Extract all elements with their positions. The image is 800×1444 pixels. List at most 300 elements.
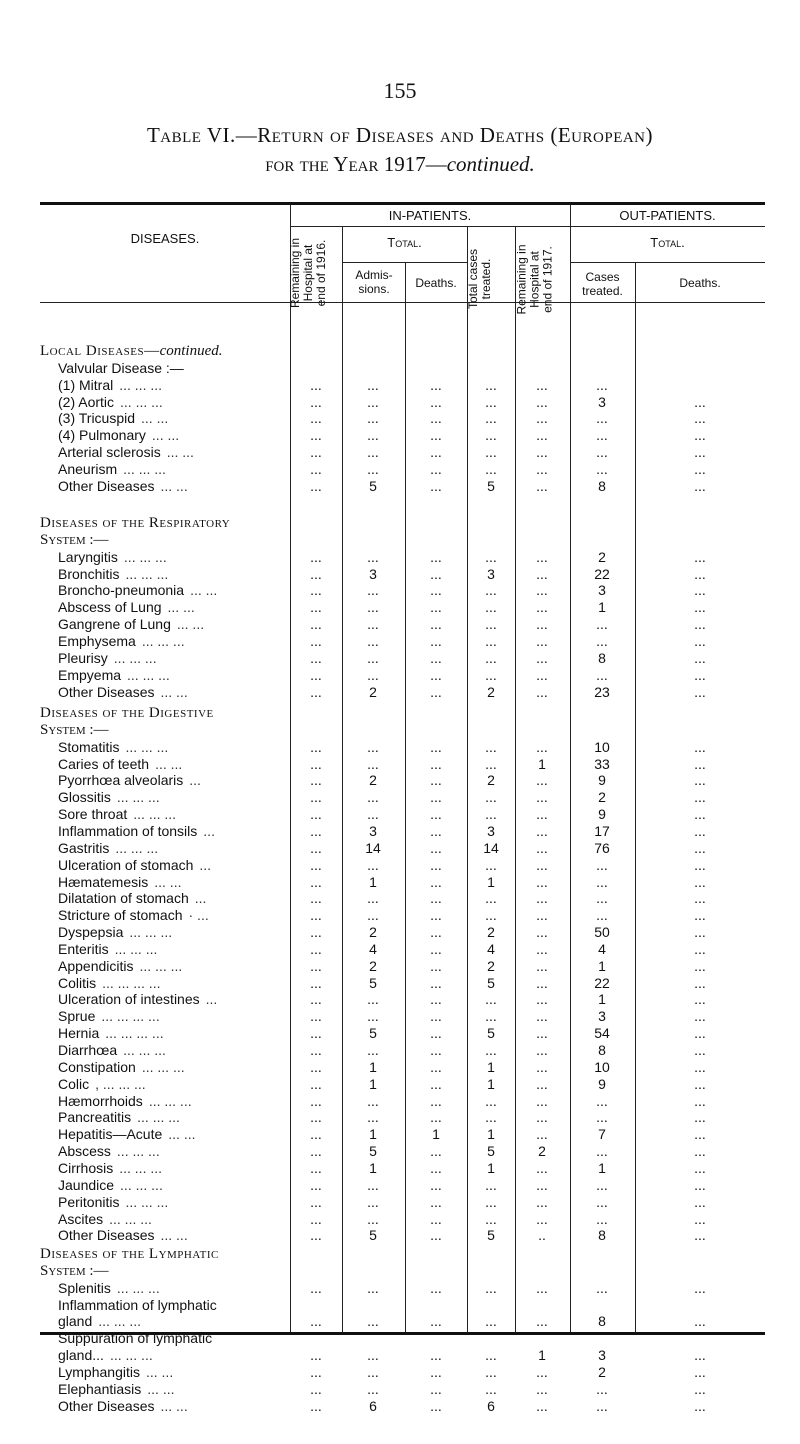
cell-value: ... bbox=[430, 427, 442, 444]
cell-value: ... bbox=[367, 890, 379, 907]
cell-value: 4 bbox=[487, 940, 495, 957]
cell-value: ... bbox=[536, 957, 548, 974]
disease-name: Constipation bbox=[58, 1058, 136, 1075]
cell-value: ... bbox=[694, 1227, 706, 1244]
disease-name: Laryngitis bbox=[58, 548, 118, 565]
table-row bbox=[0, 1042, 800, 1059]
cell-value: ... bbox=[694, 1042, 706, 1058]
cell-value: ... bbox=[367, 1008, 379, 1025]
disease-name: Dyspepsia bbox=[58, 924, 124, 941]
cell-value: ... bbox=[536, 565, 548, 582]
disease-label bbox=[58, 890, 206, 907]
cell-value: 22 bbox=[594, 974, 610, 991]
cell-value: ... bbox=[430, 940, 442, 957]
disease-label bbox=[58, 1008, 160, 1025]
disease-label bbox=[58, 684, 188, 701]
cell-value: ... bbox=[596, 1380, 608, 1397]
cell-value: ... bbox=[367, 738, 379, 755]
disease-label bbox=[58, 958, 182, 975]
cell-value: 2 bbox=[598, 1363, 606, 1380]
cell-value: ... bbox=[430, 460, 442, 477]
cell-value: 5 bbox=[369, 477, 377, 494]
disease-name: Cirrhosis bbox=[58, 1159, 114, 1176]
cell-value: ... bbox=[310, 890, 322, 907]
table-row bbox=[0, 1211, 800, 1228]
disease-label bbox=[58, 823, 215, 840]
leader-dots: ... bbox=[199, 856, 212, 873]
disease-label bbox=[58, 941, 157, 958]
cell-value: ... bbox=[536, 1126, 548, 1143]
cell-value: ... bbox=[430, 683, 442, 700]
cell-value: ... bbox=[367, 1279, 379, 1296]
table-row bbox=[0, 975, 800, 992]
leader-dots: ... ... bbox=[190, 582, 218, 599]
section-title-text: Diseases of the Lymphatic bbox=[40, 1246, 219, 1262]
cell-value: ... bbox=[536, 1363, 548, 1380]
cell-value: 1 bbox=[487, 1075, 495, 1092]
section-title bbox=[40, 515, 230, 532]
cell-value: 1 bbox=[487, 873, 495, 890]
table-row bbox=[0, 1227, 800, 1244]
disease-name: Other Diseases bbox=[58, 1227, 155, 1244]
table-row bbox=[0, 1398, 800, 1415]
subtitle-continued: continued. bbox=[446, 152, 535, 176]
cell-value: ... bbox=[367, 649, 379, 666]
cell-value: ... bbox=[310, 1279, 322, 1296]
cell-value: ... bbox=[430, 1397, 442, 1414]
cell-value: ... bbox=[596, 1092, 608, 1109]
cell-value: ... bbox=[536, 616, 548, 633]
table-row bbox=[0, 806, 800, 823]
cell-value: 9 bbox=[598, 1075, 606, 1092]
cell-value: ... bbox=[536, 789, 548, 806]
cell-value: ... bbox=[430, 548, 442, 565]
cell-value: ... bbox=[310, 772, 322, 789]
cell-value: ... bbox=[485, 599, 497, 616]
disease-name: Elephantiasis bbox=[58, 1380, 142, 1397]
cell-value: ... bbox=[694, 822, 706, 839]
table-row bbox=[0, 377, 800, 394]
disease-label bbox=[58, 410, 168, 427]
cell-value: ... bbox=[367, 991, 379, 1008]
cell-value: ... bbox=[485, 1008, 497, 1025]
cell-value: 5 bbox=[487, 1143, 495, 1160]
cell-value: ... bbox=[694, 772, 706, 789]
cell-value: 1 bbox=[369, 873, 377, 890]
disease-label bbox=[58, 461, 166, 478]
disease-label bbox=[58, 1194, 168, 1211]
leader-dots: ... ... bbox=[154, 873, 182, 890]
table-row bbox=[0, 1008, 800, 1025]
cell-value: ... bbox=[485, 376, 497, 393]
cell-value: ... bbox=[367, 666, 379, 683]
disease-name: Splenitis bbox=[58, 1279, 111, 1296]
cell-value: ... bbox=[367, 444, 379, 461]
cell-value: ... bbox=[536, 873, 548, 890]
cell-value: ... bbox=[694, 924, 706, 941]
section-title-line2: System :— bbox=[40, 531, 109, 548]
cell-value: ... bbox=[367, 1109, 379, 1126]
cell-value: ... bbox=[430, 1025, 442, 1042]
cell-value: ... bbox=[536, 444, 548, 461]
cell-value: ... bbox=[430, 1210, 442, 1227]
table-row bbox=[0, 1381, 800, 1398]
disease-label bbox=[58, 1398, 188, 1415]
cell-value: ... bbox=[430, 410, 442, 427]
disease-name: Enteritis bbox=[58, 940, 109, 957]
cell-value: ... bbox=[310, 1092, 322, 1109]
disease-name: Valvular Disease :— bbox=[58, 359, 184, 376]
total-cases-treated-header: Total cases treated. bbox=[466, 248, 493, 310]
table-row bbox=[0, 599, 800, 616]
section-title-text: Local Diseases— bbox=[40, 343, 160, 359]
cell-value: ... bbox=[367, 582, 379, 599]
table-row bbox=[0, 1093, 800, 1110]
table-row bbox=[0, 1143, 800, 1160]
disease-label bbox=[58, 1126, 196, 1143]
cell-value: ... bbox=[536, 974, 548, 991]
disease-label bbox=[58, 1297, 217, 1314]
disease-name: Arterial sclerosis bbox=[58, 444, 161, 461]
leader-dots: ... ... ... bbox=[123, 548, 167, 565]
out-deaths-header: Deaths. bbox=[679, 276, 721, 290]
out-total-header: Total. bbox=[650, 235, 685, 250]
cell-value: ... bbox=[430, 873, 442, 890]
disease-name: Sprue bbox=[58, 1008, 96, 1025]
cell-value: ... bbox=[310, 427, 322, 444]
header-bottom-rule bbox=[40, 302, 765, 303]
disease-label bbox=[58, 1042, 166, 1059]
cell-value: 5 bbox=[369, 1143, 377, 1160]
cell-value: ... bbox=[430, 738, 442, 755]
cell-value: ... bbox=[367, 1363, 379, 1380]
disease-name: Colitis bbox=[58, 974, 97, 991]
leader-dots: ... ... ... ... bbox=[101, 1008, 160, 1025]
section-title bbox=[40, 343, 223, 360]
cell-value: ... bbox=[367, 460, 379, 477]
cell-value: ... bbox=[694, 616, 706, 633]
leader-dots: ... ... ... bbox=[120, 1176, 163, 1193]
cell-value: 9 bbox=[598, 772, 606, 789]
cell-value: ... bbox=[536, 1075, 548, 1092]
cell-value: ... bbox=[310, 1058, 322, 1075]
cell-value: ... bbox=[310, 924, 322, 941]
cell-value: ... bbox=[485, 616, 497, 633]
leader-dots: ... ... ... bbox=[113, 649, 157, 666]
cell-value: ... bbox=[694, 1313, 706, 1330]
cell-value: 8 bbox=[598, 477, 606, 494]
table-row bbox=[0, 566, 800, 583]
outpatients-header: OUT-PATIENTS. bbox=[619, 208, 716, 223]
cell-value: ... bbox=[310, 1210, 322, 1227]
section-title bbox=[40, 705, 214, 722]
cell-value: ... bbox=[367, 1380, 379, 1397]
section-title-italic: continued. bbox=[159, 343, 223, 359]
cell-value: ... bbox=[367, 1210, 379, 1227]
cell-value: 2 bbox=[538, 1143, 546, 1160]
cell-value: ... bbox=[485, 738, 497, 755]
cell-value: ... bbox=[694, 957, 706, 974]
table-row bbox=[0, 633, 800, 650]
cell-value: 6 bbox=[369, 1397, 377, 1414]
cell-value: 22 bbox=[594, 565, 610, 582]
cell-value: 8 bbox=[598, 649, 606, 666]
deaths-header: Deaths. bbox=[415, 276, 457, 290]
cell-value: ... bbox=[694, 460, 706, 477]
disease-label bbox=[58, 1076, 146, 1093]
cell-value: 4 bbox=[369, 940, 377, 957]
leader-dots: ... ... ... bbox=[125, 565, 169, 582]
cell-value: ... bbox=[430, 393, 442, 410]
leader-dots: ... ... ... bbox=[116, 1279, 160, 1296]
cell-value: ... bbox=[694, 1193, 706, 1210]
cell-value: 3 bbox=[598, 393, 606, 410]
cell-value: ... bbox=[694, 839, 706, 856]
disease-label bbox=[58, 1143, 160, 1160]
cell-value: ... bbox=[310, 1126, 322, 1143]
cell-value: ... bbox=[310, 991, 322, 1008]
leader-dots: ... ... ... bbox=[139, 957, 183, 974]
cell-value: 54 bbox=[594, 1025, 610, 1042]
cell-value: ... bbox=[485, 582, 497, 599]
cell-value: 1 bbox=[369, 1126, 377, 1143]
disease-label bbox=[58, 1160, 162, 1177]
cell-value: ... bbox=[310, 683, 322, 700]
leader-dots: ... ... ... bbox=[141, 1058, 185, 1075]
leader-dots: ... ... bbox=[160, 1227, 188, 1244]
cell-value: ... bbox=[694, 755, 706, 772]
table-row bbox=[0, 991, 800, 1008]
cell-value: ... bbox=[485, 393, 497, 410]
leader-dots: ... ... ... bbox=[125, 738, 169, 755]
table-row bbox=[0, 1076, 800, 1093]
leader-dots: ... ... bbox=[155, 755, 183, 772]
cell-value: ... bbox=[310, 410, 322, 427]
cell-value: ... bbox=[694, 907, 706, 924]
cell-value: ... bbox=[536, 822, 548, 839]
cell-value: ... bbox=[367, 616, 379, 633]
cell-value: ... bbox=[310, 1143, 322, 1160]
disease-label bbox=[58, 582, 217, 599]
cell-value: 3 bbox=[598, 582, 606, 599]
disease-label bbox=[58, 1381, 175, 1398]
cell-value: 2 bbox=[598, 548, 606, 565]
cell-value: 2 bbox=[369, 683, 377, 700]
cell-value: ... bbox=[596, 666, 608, 683]
cell-value: ... bbox=[694, 1109, 706, 1126]
cell-value: ... bbox=[485, 1279, 497, 1296]
cell-value: 2 bbox=[487, 957, 495, 974]
disease-name: Hæmatemesis bbox=[58, 873, 149, 890]
cell-value: ... bbox=[430, 1075, 442, 1092]
cell-value: ... bbox=[485, 1313, 497, 1330]
cell-value: 1 bbox=[598, 599, 606, 616]
cell-value: 3 bbox=[487, 565, 495, 582]
cell-value: ... bbox=[694, 1008, 706, 1025]
disease-name: Broncho-pneumonia bbox=[58, 582, 185, 599]
cell-value: ... bbox=[596, 427, 608, 444]
cell-value: ... bbox=[310, 582, 322, 599]
cell-value: ... bbox=[536, 1279, 548, 1296]
cell-value: ... bbox=[485, 991, 497, 1008]
table-row bbox=[0, 667, 800, 684]
cell-value: ... bbox=[367, 393, 379, 410]
disease-name: Hernia bbox=[58, 1025, 100, 1042]
disease-name: (2) Aortic bbox=[58, 393, 115, 410]
cell-value: ... bbox=[367, 632, 379, 649]
disease-name: (3) Tricuspid bbox=[58, 410, 136, 427]
cell-value: ... bbox=[310, 477, 322, 494]
disease-label bbox=[58, 394, 163, 411]
cell-value: ... bbox=[367, 806, 379, 823]
leader-dots: ... ... ... bbox=[129, 924, 173, 941]
table-row bbox=[0, 394, 800, 411]
cell-value: ... bbox=[367, 427, 379, 444]
table-row bbox=[0, 1109, 800, 1126]
disease-label bbox=[58, 650, 157, 667]
cell-value: ... bbox=[367, 1042, 379, 1058]
cell-value: ... bbox=[536, 1109, 548, 1126]
cell-value: ... bbox=[367, 1176, 379, 1193]
disease-name: Pyorrhœa alveolaris bbox=[58, 772, 184, 789]
cell-value: ... bbox=[485, 1109, 497, 1126]
cell-value: ... bbox=[430, 1193, 442, 1210]
leader-dots: ... ... bbox=[141, 410, 169, 427]
cell-value: ... bbox=[596, 632, 608, 649]
disease-name: Stricture of stomach bbox=[58, 907, 183, 924]
cell-value: ... bbox=[536, 806, 548, 823]
cell-value: 5 bbox=[487, 974, 495, 991]
cell-value: ... bbox=[536, 649, 548, 666]
disease-name: gland... bbox=[58, 1347, 104, 1364]
leader-dots: ... ... ... bbox=[116, 1143, 160, 1160]
cell-value: ... bbox=[694, 1075, 706, 1092]
cell-value: 1 bbox=[369, 1058, 377, 1075]
cell-value: ... bbox=[694, 1279, 706, 1296]
cell-value: ... bbox=[310, 856, 322, 873]
cell-value: ... bbox=[310, 1313, 322, 1330]
cell-value: ... bbox=[367, 410, 379, 427]
cell-value: ... bbox=[485, 1347, 497, 1364]
disease-name: Pleurisy bbox=[58, 649, 108, 666]
disease-label bbox=[58, 427, 179, 444]
cell-value: ... bbox=[536, 460, 548, 477]
table-row bbox=[0, 1280, 800, 1297]
cell-value: ... bbox=[485, 806, 497, 823]
cell-value: ... bbox=[694, 789, 706, 806]
cell-value: 1 bbox=[487, 1126, 495, 1143]
disease-label bbox=[58, 633, 185, 650]
admissions-header: Admis- sions. bbox=[355, 268, 393, 296]
cell-value: ... bbox=[485, 1042, 497, 1058]
disease-label bbox=[58, 789, 160, 806]
cell-value: ... bbox=[310, 822, 322, 839]
cell-value: ... bbox=[596, 1210, 608, 1227]
cell-value: ... bbox=[310, 1159, 322, 1176]
section-title bbox=[40, 1246, 219, 1263]
table-row bbox=[0, 1297, 800, 1314]
cell-value: ... bbox=[536, 1176, 548, 1193]
cell-value: 1 bbox=[598, 957, 606, 974]
cell-value: ... bbox=[367, 1313, 379, 1330]
cell-value: ... bbox=[536, 632, 548, 649]
leader-dots: ... ... ... bbox=[98, 1313, 142, 1330]
cell-value: 2 bbox=[369, 957, 377, 974]
leader-dots: ... ... bbox=[145, 1363, 174, 1380]
disease-label bbox=[58, 975, 160, 992]
cell-value: ... bbox=[694, 806, 706, 823]
cell-value: ... bbox=[536, 1380, 548, 1397]
cell-value: ... bbox=[430, 1313, 442, 1330]
cell-value: ... bbox=[310, 548, 322, 565]
cell-value: ... bbox=[310, 444, 322, 461]
cell-value: 2 bbox=[369, 924, 377, 941]
table-row bbox=[0, 907, 800, 924]
leader-dots: ... ... ... bbox=[115, 839, 159, 856]
cell-value: ... bbox=[596, 1109, 608, 1126]
cell-value: ... bbox=[536, 427, 548, 444]
cell-value: ... bbox=[536, 376, 548, 393]
cell-value: ... bbox=[694, 856, 706, 873]
table-row bbox=[0, 549, 800, 566]
cell-value: ... bbox=[536, 890, 548, 907]
disease-label bbox=[58, 1109, 180, 1126]
disease-label bbox=[58, 739, 168, 756]
cell-value: ... bbox=[485, 890, 497, 907]
cell-value: ... bbox=[367, 755, 379, 772]
remaining-1917-header: Remaining in Hospital at end of 1917. bbox=[514, 244, 555, 315]
cell-value: 5 bbox=[487, 477, 495, 494]
table-row bbox=[0, 444, 800, 461]
cell-value: ... bbox=[485, 1193, 497, 1210]
table-row bbox=[0, 1330, 800, 1347]
cell-value: ... bbox=[310, 957, 322, 974]
disease-label bbox=[58, 1227, 188, 1244]
diseases-header: DISEASES. bbox=[130, 231, 200, 246]
cell-value: ... bbox=[485, 1363, 497, 1380]
disease-name: Colic bbox=[58, 1075, 90, 1092]
cell-value: ... bbox=[485, 444, 497, 461]
cell-value: ... bbox=[367, 1193, 379, 1210]
disease-name: Emphysema bbox=[58, 632, 136, 649]
cell-value: ... bbox=[430, 1042, 442, 1058]
cell-value: ... bbox=[430, 839, 442, 856]
cell-value: ... bbox=[430, 649, 442, 666]
cell-value: 4 bbox=[598, 940, 606, 957]
cell-value: ... bbox=[536, 1210, 548, 1227]
cell-value: 1 bbox=[487, 1159, 495, 1176]
cell-value: ... bbox=[536, 1313, 548, 1330]
cell-value: ... bbox=[485, 1092, 497, 1109]
cell-value: 8 bbox=[598, 1227, 606, 1244]
cell-value: ... bbox=[536, 1008, 548, 1025]
table-row bbox=[0, 857, 800, 874]
cell-value: 8 bbox=[598, 1042, 606, 1058]
disease-label bbox=[58, 360, 184, 377]
table-row bbox=[0, 1059, 800, 1076]
cell-value: ... bbox=[367, 1092, 379, 1109]
table-row bbox=[0, 941, 800, 958]
cell-value: ... bbox=[694, 477, 706, 494]
cell-value: ... bbox=[430, 616, 442, 633]
table-row bbox=[0, 840, 800, 857]
cell-value: 2 bbox=[487, 683, 495, 700]
table-row bbox=[0, 756, 800, 773]
cell-value: ... bbox=[536, 907, 548, 924]
disease-label bbox=[58, 1347, 153, 1364]
cell-value: ... bbox=[536, 772, 548, 789]
cell-value: ... bbox=[694, 565, 706, 582]
